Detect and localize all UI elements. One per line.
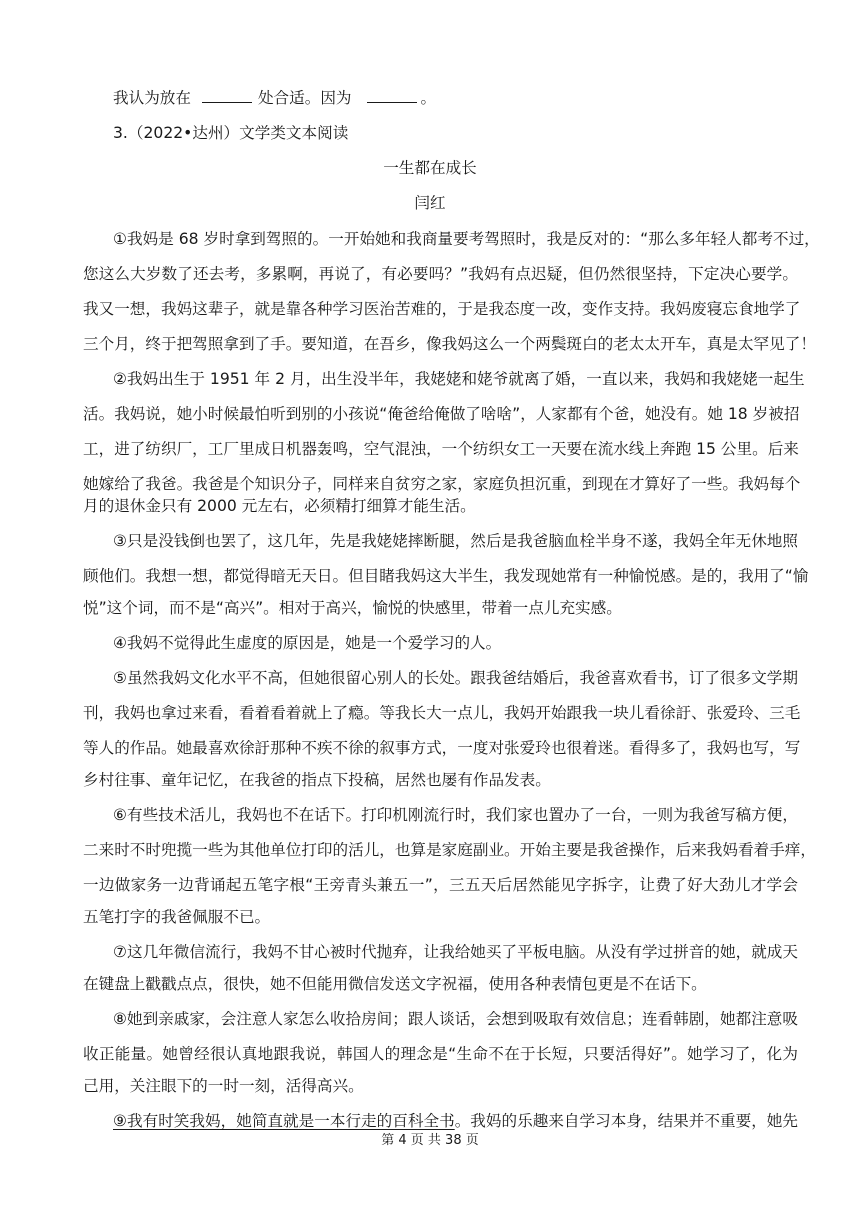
paragraph-5-line-3: 等人的作品。她最喜欢徐訏那种不疾不徐的叙事方式，一度对张爱玲也很着迷。看得多了，我妈也写，写 — [83, 739, 801, 757]
paragraph-1-line-3: 我又一想，我妈这辈子，就是靠各种学习医治苦难的，于是我态度一改，变作支持。我妈废寝忘食地学了 — [83, 300, 801, 318]
paragraph-8-line-2: 收正能量。她曾经很认真地跟我说，韩国人的理念是“生命不在于长短，只要活得好”。她学习了，化为 — [83, 1045, 798, 1063]
paragraph-6-line-1: ⑥有些技术活儿，我妈也不在话下。打印机刚流行时，我们家也置办了一台，一则为我爸写稿方便， — [113, 806, 798, 824]
paragraph-5-line-1: ⑤虽然我妈文化水平不高，但她很留心别人的长处。跟我爸结婚后，我爸喜欢看书，订了很多文学期 — [113, 669, 798, 687]
paragraph-3-line-1: ③只是没钱倒也罢了，这几年，先是我姥姥摔断腿，然后是我爸脑血栓半身不遂，我妈全年无休地照 — [113, 532, 798, 550]
paragraph-2-line-4: 她嫁给了我爸。我爸是个知识分子，同样来自贫穷之家，家庭负担沉重，到现在才算好了一些。我妈每个 — [83, 475, 801, 493]
paragraph-8-line-1: ⑧她到亲戚家，会注意人家怎么收拾房间；跟人谈话，会想到吸取有效信息；连看韩剧，她都注意吸 — [113, 1010, 798, 1028]
page-footer: 第 4 页 共 38 页 — [381, 1133, 479, 1148]
paragraph-9-line-1: ⑨我有时笑我妈，她简直就是一本行走的百科全书。我妈的乐趣来自学习本身，结果并不重要，她先 — [113, 1112, 798, 1130]
paragraph-5-line-2: 刊，我妈也拿过来看，看着看着就上了瘾。等我长大一点儿，我妈开始跟我一块儿看徐訏、张爱玲、三毛 — [83, 704, 801, 722]
answer-blank-1[interactable] — [202, 88, 252, 103]
paragraph-7-line-1: ⑦这几年微信流行，我妈不甘心被时代抛弃，让我给她买了平板电脑。从没有学过拼音的她，就成天 — [113, 943, 798, 961]
article-title: 一生都在成长 — [383, 159, 477, 177]
paragraph-6-line-3: 一边做家务一边背诵起五笔字根“王旁青头兼五一”，三五天后居然能见字拆字，让费了好大劲儿才学会 — [83, 876, 798, 894]
underlined-sentence: ⑨我有时笑我妈，她简直就是一本行走的百科全书 — [113, 1112, 455, 1130]
paragraph-8-line-3: 己用，关注眼下的一时一刻，活得高兴。 — [83, 1077, 364, 1095]
paragraph-6-line-2: 二来时不时兜揽一些为其他单位打印的活儿，也算是家庭副业。开始主要是我爸操作，后来我妈看着手痒， — [83, 841, 816, 859]
paragraph-5-line-4: 乡村往事、童年记忆，在我爸的指点下投稿，居然也屡有作品发表。 — [83, 771, 551, 789]
article-author: 闫红 — [414, 194, 446, 212]
paragraph-4-line-1: ④我妈不觉得此生虚度的原因是，她是一个爱学习的人。 — [113, 634, 502, 652]
paragraph-2-line-1: ②我妈出生于 1951 年 2 月，出生没半年，我姥姥和姥爷就离了婚，一直以来，我妈和我姥姥一起生 — [113, 370, 805, 388]
paragraph-2-line-5: 月的退休金只有 2000 元左右，必须精打细算才能生活。 — [83, 497, 476, 515]
paragraph-1-line-4: 三个月，终于把驾照拿到了手。要知道，在吾乡，像我妈这么一个两鬓斑白的老太太开车，真是太罕见了！ — [83, 335, 816, 353]
paragraph-3-line-2: 顾他们。我想一想，都觉得暗无天日。但目睹我妈这大半生，我发现她常有一种愉悦感。是的，我用了“愉 — [83, 567, 809, 585]
paragraph-2-line-3: 工，进了纺织厂，工厂里成日机器轰鸣，空气混浊，一个纺织女工一天要在流水线上奔跑 15 公里。后来 — [83, 440, 799, 458]
paragraph-3-line-3: 悦”这个词，而不是“高兴”。相对于高兴，愉悦的快感里，带着一点儿充实感。 — [83, 599, 622, 617]
paragraph-6-line-4: 五笔打字的我爸佩服不已。 — [83, 908, 271, 926]
previous-question-answer-line: 我认为放在 处合适。因为 。 — [113, 89, 437, 107]
paragraph-2-line-2: 活。我妈说，她小时候最怕听到别的小孩说“俺爸给俺做了啥啥”，人家都有个爸，她没有。她 18 岁被招 — [83, 405, 800, 423]
paragraph-1-line-1: ①我妈是 68 岁时拿到驾照的。一开始她和我商量要考驾照时，我是反对的：“那么多年轻人都考不过， — [113, 230, 820, 248]
question-3-header: 3.（2022•达州）文学类文本阅读 — [113, 124, 349, 142]
paragraph-7-line-2: 在键盘上戳戳点点，很快，她不但能用微信发送文字祝福，使用各种表情包更是不在话下。 — [83, 975, 707, 993]
answer-blank-2[interactable] — [367, 88, 417, 103]
paragraph-1-line-2: 您这么大岁数了还去考，多累啊，再说了，有必要吗？”我妈有点迟疑，但仍然很坚持，下定决心要学。 — [83, 265, 798, 283]
